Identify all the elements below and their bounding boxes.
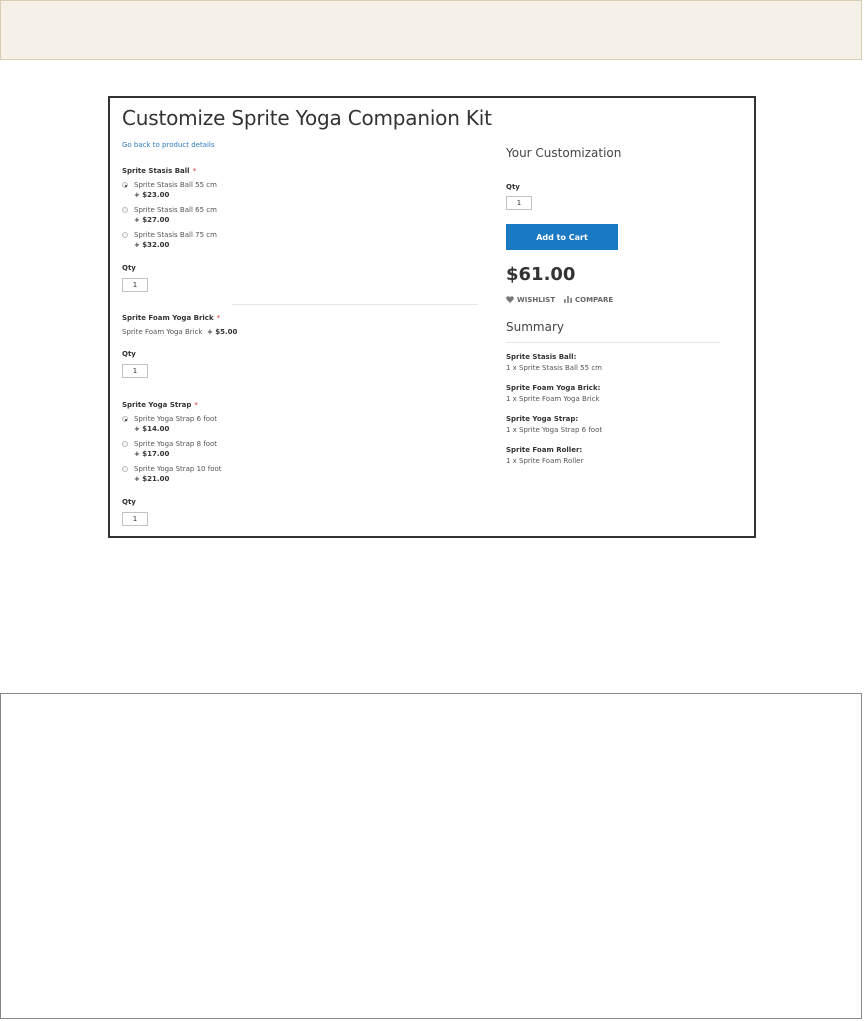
summary-item-value: 1 x Sprite Foam Yoga Brick [506,395,600,403]
divider [506,342,720,343]
required-mark: * [194,401,198,409]
your-customization-heading: Your Customization [506,146,622,160]
summary-item-value: 1 x Sprite Foam Roller [506,457,584,465]
qty-label: Qty [122,350,136,358]
summary-item-title: Sprite Stasis Ball: [506,353,577,361]
option-yoga-brick [122,328,237,336]
wishlist-link[interactable] [506,296,555,304]
option-title-text: Sprite Yoga Strap [122,401,192,409]
radio-icon[interactable] [122,466,128,472]
screenshot-frame [108,96,756,538]
qty-label: Qty [122,264,136,272]
summary-heading: Summary [506,320,564,334]
compare-label: COMPARE [575,296,614,304]
compare-link[interactable] [564,296,613,304]
customization-column [506,98,746,536]
option-name: Sprite Foam Yoga Brick [122,328,203,336]
radio-icon[interactable] [122,441,128,447]
option-title-stasis-ball [122,167,196,175]
required-mark: * [216,314,221,322]
required-mark: * [192,167,197,175]
summary-item-value: 1 x Sprite Yoga Strap 6 foot [506,426,603,434]
option-price: + $32.00 [134,241,170,249]
qty-input-yoga-strap[interactable]: 1 [122,512,148,526]
qty-label: Qty [506,183,520,191]
compare-icon [564,296,572,303]
option-price: + $23.00 [134,191,170,199]
option-price: + $27.00 [134,216,170,224]
top-note-banner [0,0,862,60]
option-title-yoga-brick [122,314,220,322]
option-price: + $17.00 [134,450,170,458]
options-column [122,98,482,536]
heart-icon [506,296,514,303]
summary-item-title: Sprite Foam Yoga Brick: [506,384,601,392]
radio-selected-icon[interactable] [122,182,128,188]
option-name: Sprite Yoga Strap 8 foot [134,440,218,448]
option-name: Sprite Stasis Ball 55 cm [134,181,217,189]
option-price: + $5.00 [206,328,238,336]
option-title-text: Sprite Stasis Ball [122,167,190,175]
option-title-text: Sprite Foam Yoga Brick [122,314,214,322]
option-name: Sprite Yoga Strap 10 foot [134,465,222,473]
add-to-cart-button[interactable]: Add to Cart [506,224,618,250]
radio-selected-icon[interactable] [122,416,128,422]
qty-input-stasis-ball[interactable]: 1 [122,278,148,292]
option-price: + $14.00 [134,425,170,433]
bundle-price: $61.00 [506,264,576,285]
summary-item-value: 1 x Sprite Stasis Ball 55 cm [506,364,602,372]
radio-icon[interactable] [122,207,128,213]
option-title-yoga-strap [122,401,198,409]
page-title: Customize Sprite Yoga Companion Kit [122,106,492,130]
back-to-product-link[interactable]: Go back to product details [122,141,215,149]
divider [232,304,478,305]
qty-label: Qty [122,498,136,506]
radio-icon[interactable] [122,232,128,238]
option-name: Sprite Yoga Strap 6 foot [134,415,218,423]
option-name: Sprite Stasis Ball 75 cm [134,231,217,239]
wishlist-label: WISHLIST [517,296,556,304]
qty-input-yoga-brick[interactable]: 1 [122,364,148,378]
empty-bottom-panel [0,693,862,1019]
qty-input-bundle[interactable]: 1 [506,196,532,210]
summary-item-title: Sprite Yoga Strap: [506,415,579,423]
option-price: + $21.00 [134,475,170,483]
summary-item-title: Sprite Foam Roller: [506,446,583,454]
option-name: Sprite Stasis Ball 65 cm [134,206,217,214]
